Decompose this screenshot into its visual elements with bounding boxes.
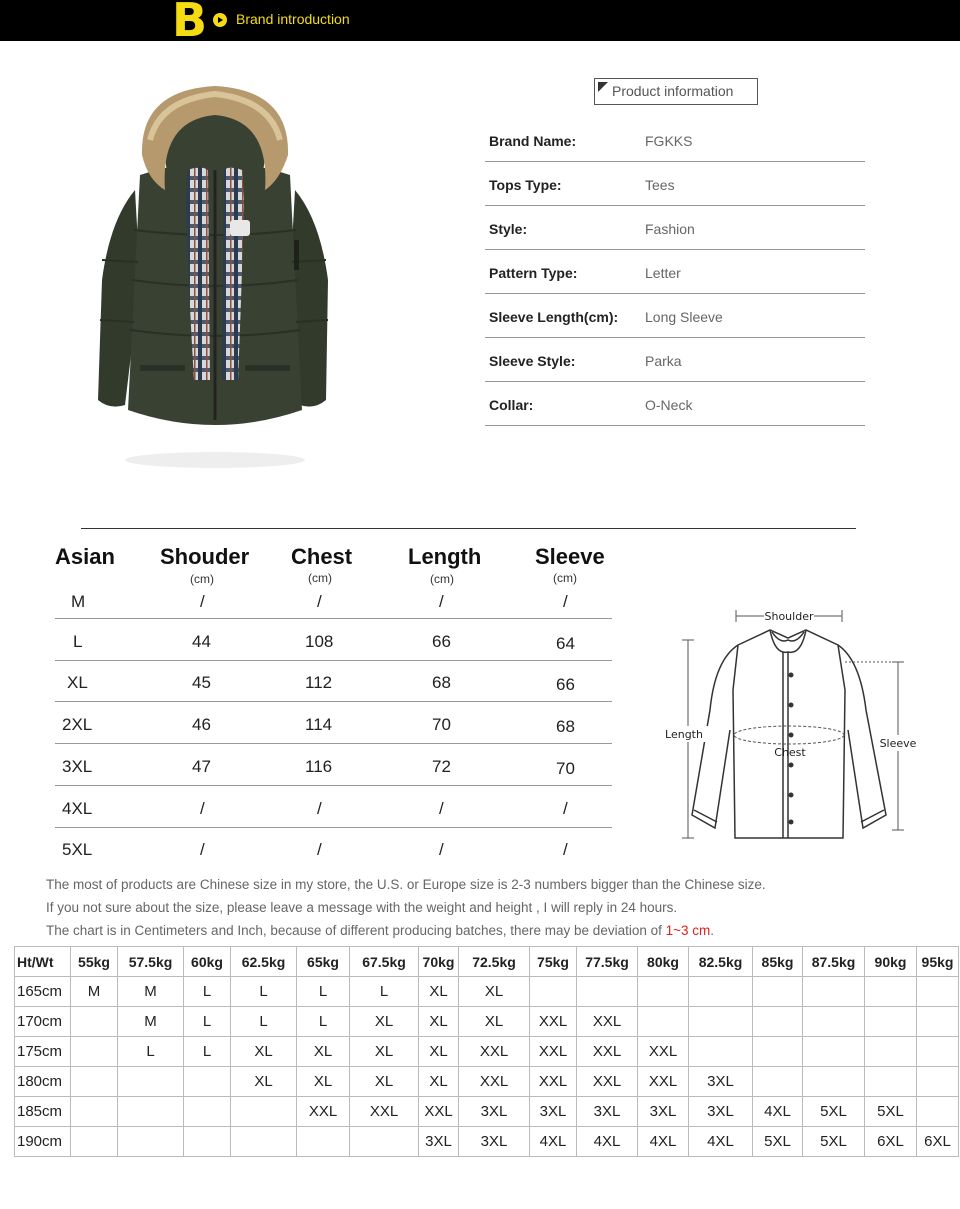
size-cell: 46 [192, 715, 211, 734]
product-info-key: Brand Name: [489, 133, 577, 149]
size-cell: XL [459, 1007, 530, 1037]
table-header-cell: 85kg [753, 947, 803, 977]
table-header-cell: 82.5kg [689, 947, 753, 977]
table-header-cell: 80kg [638, 947, 689, 977]
table-header-cell: 95kg [917, 947, 959, 977]
size-cell: / [563, 840, 568, 859]
table-row [15, 977, 959, 1007]
height-weight-table [14, 946, 959, 1157]
size-cell: XXL [459, 1067, 530, 1097]
table-header-row [15, 947, 959, 977]
size-chart-header: Sleeve [535, 544, 605, 569]
product-info-value: Parka [645, 353, 682, 369]
size-chart-row [55, 620, 612, 661]
size-cell: XL [419, 1007, 459, 1037]
table-header-cell: 55kg [71, 947, 118, 977]
product-info-row [485, 162, 865, 206]
table-row [15, 1037, 959, 1067]
product-info-value: FGKKS [645, 133, 693, 149]
product-info-key: Pattern Type: [489, 265, 578, 281]
size-cell [865, 1037, 917, 1067]
size-cell [865, 977, 917, 1007]
size-cell: 3XL [62, 757, 93, 776]
deviation-highlight: 1~3 cm [665, 923, 711, 938]
table-row [15, 1067, 959, 1097]
size-cell: 2XL [62, 715, 93, 734]
size-cell: 64 [556, 634, 575, 653]
size-chart-header: Shouder [160, 544, 250, 569]
size-cell: 70 [432, 715, 451, 734]
size-cell: L [118, 1037, 184, 1067]
size-cell: XL [67, 673, 88, 692]
table-header-cell: 62.5kg [231, 947, 297, 977]
size-cell: 3XL [530, 1097, 577, 1127]
size-cell: 68 [432, 673, 451, 692]
size-cell [917, 977, 959, 1007]
size-cell [71, 1037, 118, 1067]
size-cell: M [118, 1007, 184, 1037]
table-row [15, 1007, 959, 1037]
corner-triangle-icon [598, 82, 608, 92]
size-chart-row [55, 578, 612, 619]
size-cell: 3XL [459, 1097, 530, 1127]
size-cell [803, 1067, 865, 1097]
height-cell: 165cm [15, 977, 71, 1007]
size-chart-unit: (cm) [190, 572, 214, 586]
size-cell: 66 [432, 632, 451, 651]
size-cell [803, 1007, 865, 1037]
size-cell: XXL [350, 1097, 419, 1127]
size-cell: 3XL [577, 1097, 638, 1127]
product-info-table [485, 118, 865, 426]
size-cell [689, 1007, 753, 1037]
size-chart-unit: (cm) [308, 571, 332, 585]
size-cell: 4XL [689, 1127, 753, 1157]
size-cell [184, 1067, 231, 1097]
height-cell: 175cm [15, 1037, 71, 1067]
height-cell: 185cm [15, 1097, 71, 1127]
table-header-cell: 75kg [530, 947, 577, 977]
size-cell: XL [350, 1067, 419, 1097]
note-line: If you not sure about the size, please leave a message with the weight and height , I will reply in 24 hours. [46, 900, 678, 915]
size-cell: 45 [192, 673, 211, 692]
size-cell: 3XL [459, 1127, 530, 1157]
play-icon [213, 13, 227, 27]
size-cell [689, 977, 753, 1007]
size-cell [753, 1037, 803, 1067]
size-cell: XXL [577, 1067, 638, 1097]
product-info-row [485, 294, 865, 338]
size-cell [638, 1007, 689, 1037]
size-cell: XL [231, 1067, 297, 1097]
table-header-cell: 70kg [419, 947, 459, 977]
size-chart-row [55, 703, 612, 744]
size-cell: / [439, 799, 444, 818]
size-cell: / [563, 799, 568, 818]
note-text: The chart is in Centimeters and Inch, because of different producing batches, there may be deviation of [46, 923, 666, 938]
size-cell: 6XL [917, 1127, 959, 1157]
table-header-cell: 72.5kg [459, 947, 530, 977]
size-cell: M [71, 977, 118, 1007]
size-chart-header: Chest [291, 544, 353, 569]
size-cell: 108 [305, 632, 334, 651]
size-cell: / [317, 592, 322, 611]
size-cell: / [317, 799, 322, 818]
header-title: Brand introduction [236, 11, 350, 27]
table-header-cell: 67.5kg [350, 947, 419, 977]
size-cell [71, 1127, 118, 1157]
section-divider [81, 528, 856, 529]
size-cell: 4XL [62, 799, 93, 818]
product-info-value: Long Sleeve [645, 309, 723, 325]
size-cell: L [184, 1007, 231, 1037]
size-cell: 44 [192, 632, 211, 651]
size-cell: XL [350, 1007, 419, 1037]
size-cell [71, 1097, 118, 1127]
size-cell: L [184, 1037, 231, 1067]
size-chart-row [55, 745, 612, 786]
size-cell [865, 1007, 917, 1037]
product-info-key: Collar: [489, 397, 534, 413]
size-cell: L [231, 1007, 297, 1037]
jacket-image [90, 80, 340, 475]
size-cell: 3XL [638, 1097, 689, 1127]
size-cell [917, 1037, 959, 1067]
size-cell: XL [419, 1067, 459, 1097]
product-info-row [485, 250, 865, 294]
product-info-row [485, 382, 865, 426]
product-info-title-box [594, 78, 758, 105]
size-cell: 47 [192, 757, 211, 776]
header-bar [0, 0, 960, 47]
size-cell: XXL [419, 1097, 459, 1127]
table-header-cell: 77.5kg [577, 947, 638, 977]
table-row [15, 1127, 959, 1157]
size-cell: XL [419, 977, 459, 1007]
size-chart-header: Length [408, 544, 482, 569]
size-cell: M [118, 977, 184, 1007]
product-info-key: Sleeve Style: [489, 353, 576, 369]
height-cell: 170cm [15, 1007, 71, 1037]
size-cell: L [184, 977, 231, 1007]
diagram-label-shoulder: Shoulder [764, 610, 814, 623]
size-cell: XXL [530, 1037, 577, 1067]
size-cell [530, 977, 577, 1007]
size-notes [46, 876, 766, 945]
size-cell [71, 1067, 118, 1097]
size-cell: 4XL [530, 1127, 577, 1157]
size-cell: / [200, 592, 205, 611]
size-cell: XXL [530, 1067, 577, 1097]
size-cell: XL [231, 1037, 297, 1067]
size-cell: 5XL [865, 1097, 917, 1127]
size-cell: / [200, 799, 205, 818]
size-cell [350, 1127, 419, 1157]
height-cell: 180cm [15, 1067, 71, 1097]
size-cell: XXL [577, 1037, 638, 1067]
size-cell [577, 977, 638, 1007]
size-cell [803, 1037, 865, 1067]
table-header-cell: 65kg [297, 947, 350, 977]
size-cell [917, 1007, 959, 1037]
size-chart-row [55, 787, 612, 828]
size-cell: XXL [530, 1007, 577, 1037]
size-cell: XL [459, 977, 530, 1007]
size-cell: XL [419, 1037, 459, 1067]
size-cell: 3XL [419, 1127, 459, 1157]
size-cell: / [439, 840, 444, 859]
size-cell [917, 1097, 959, 1127]
size-cell [803, 977, 865, 1007]
table-row [15, 1097, 959, 1127]
size-cell: / [200, 840, 205, 859]
product-info-value: Letter [645, 265, 681, 281]
size-cell: XXL [459, 1037, 530, 1067]
size-cell [231, 1127, 297, 1157]
product-info-key: Sleeve Length(cm): [489, 309, 619, 325]
brand-letter: B [172, 0, 208, 47]
product-info-row [485, 338, 865, 382]
product-info-value: O-Neck [645, 397, 693, 413]
size-cell [118, 1097, 184, 1127]
size-cell: XL [297, 1037, 350, 1067]
table-header-cell: 57.5kg [118, 947, 184, 977]
size-cell: L [73, 632, 83, 651]
size-cell [753, 977, 803, 1007]
size-cell: XXL [577, 1007, 638, 1037]
product-info-value: Tees [645, 177, 675, 193]
size-cell [231, 1097, 297, 1127]
size-chart-row [55, 828, 612, 869]
size-cell: XL [297, 1067, 350, 1097]
size-chart-header: Asian [55, 544, 115, 569]
size-cell: 3XL [689, 1067, 753, 1097]
diagram-label-sleeve: Sleeve [879, 737, 917, 750]
size-cell: 5XL [62, 840, 93, 859]
size-cell: 66 [556, 675, 575, 694]
size-cell: L [297, 977, 350, 1007]
size-cell: 5XL [753, 1127, 803, 1157]
size-cell [689, 1037, 753, 1067]
size-cell [753, 1067, 803, 1097]
size-cell [184, 1127, 231, 1157]
size-cell: 116 [305, 757, 333, 776]
measurement-diagram [660, 600, 920, 845]
note-line: The most of products are Chinese size in my store, the U.S. or Europe size is 2-3 numbers bigger than the Chinese size. [46, 877, 766, 892]
size-cell: 70 [556, 759, 575, 778]
table-header-cell: 60kg [184, 947, 231, 977]
size-cell: L [350, 977, 419, 1007]
table-header-cell: Ht/Wt [15, 947, 71, 977]
product-info-key: Style: [489, 221, 528, 237]
size-cell [297, 1127, 350, 1157]
size-cell: 68 [556, 717, 575, 736]
product-info-value: Fashion [645, 221, 695, 237]
size-chart-unit: (cm) [430, 572, 454, 586]
size-chart-row [55, 661, 612, 702]
height-cell: 190cm [15, 1127, 71, 1157]
size-cell [118, 1127, 184, 1157]
size-cell: 112 [305, 673, 333, 692]
size-cell: 4XL [638, 1127, 689, 1157]
size-cell [753, 1007, 803, 1037]
note-text: . [710, 923, 715, 938]
table-header-cell: 90kg [865, 947, 917, 977]
size-chart-unit: (cm) [553, 571, 577, 585]
size-cell [184, 1097, 231, 1127]
size-cell [917, 1067, 959, 1097]
size-cell: XXL [638, 1067, 689, 1097]
size-cell: XL [350, 1037, 419, 1067]
product-info-key: Tops Type: [489, 177, 562, 193]
size-cell: L [231, 977, 297, 1007]
size-cell: XXL [638, 1037, 689, 1067]
size-cell: 5XL [803, 1097, 865, 1127]
product-info-row [485, 118, 865, 162]
size-cell: / [439, 592, 444, 611]
table-header-cell: 87.5kg [803, 947, 865, 977]
diagram-label-chest: Chest [774, 746, 806, 759]
size-cell: 5XL [803, 1127, 865, 1157]
size-cell [118, 1067, 184, 1097]
size-cell: 114 [305, 715, 333, 734]
size-cell [638, 977, 689, 1007]
size-cell: / [317, 840, 322, 859]
size-cell: 72 [432, 757, 451, 776]
size-cell: 3XL [689, 1097, 753, 1127]
size-cell: XXL [297, 1097, 350, 1127]
size-cell [865, 1067, 917, 1097]
product-info-title: Product information [612, 83, 734, 99]
size-cell: M [71, 592, 86, 611]
size-cell: 6XL [865, 1127, 917, 1157]
size-cell: 4XL [753, 1097, 803, 1127]
diagram-label-length: Length [665, 728, 703, 741]
size-cell: / [563, 592, 568, 611]
note-line [46, 922, 766, 945]
size-cell: L [297, 1007, 350, 1037]
size-cell: 4XL [577, 1127, 638, 1157]
product-info-row [485, 206, 865, 250]
size-cell [71, 1007, 118, 1037]
